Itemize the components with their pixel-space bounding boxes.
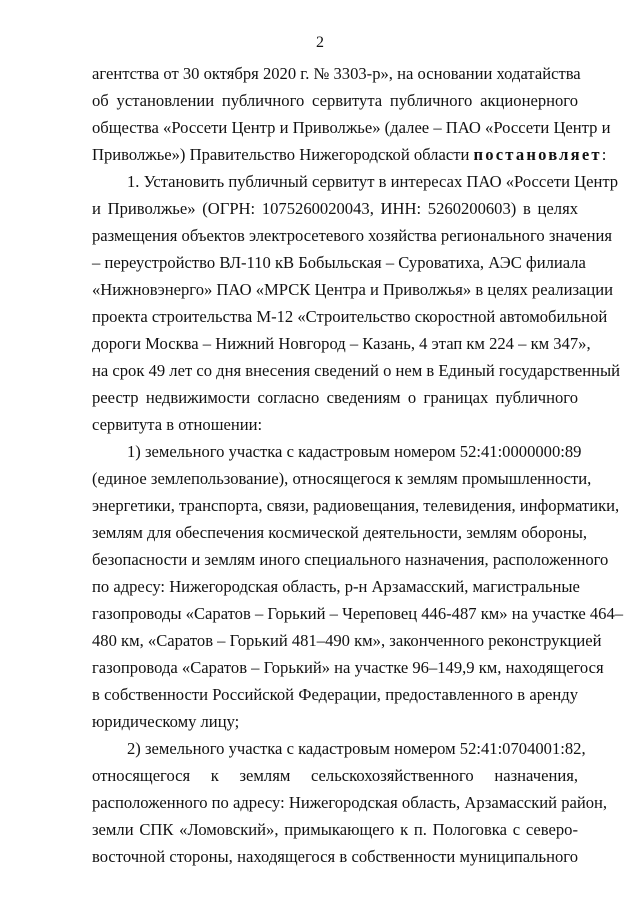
text-line: и Приволжье» (ОГРН: 1075260020043, ИНН: 5260200603) в целях xyxy=(92,199,578,218)
page-number: 2 xyxy=(316,34,324,51)
text-line: «Нижновэнерго» ПАО «МРСК Центра и Приволжья» в целях реализации xyxy=(92,280,614,299)
text-line: сервитута в отношении: xyxy=(92,415,263,434)
text-line: газопроводы «Саратов – Горький – Череповец 446-487 км» на участке 464– xyxy=(92,604,624,623)
text-line: размещения объектов электросетевого хозяйства регионального значения xyxy=(92,226,613,245)
text-line: относящегося к землям сельскохозяйственного назначения, xyxy=(92,766,578,785)
text-line: расположенного по адресу: Нижегородская область, Арзамасский район, xyxy=(92,793,608,812)
text-line: Приволжье») Правительство Нижегородской области xyxy=(92,145,470,164)
text-line: юридическому лицу; xyxy=(92,712,240,731)
text-line: на срок 49 лет со дня внесения сведений о нем в Единый государственный xyxy=(92,361,621,380)
text-line: в собственности Российской Федерации, предоставленного в аренду xyxy=(92,685,578,704)
text-line: – переустройство ВЛ-110 кВ Бобыльская – Суроватиха, АЭС филиала xyxy=(92,253,586,272)
text-line: газопровода «Саратов – Горький» на участке 96–149,9 км, находящегося xyxy=(92,658,604,677)
item-1-start: 1) земельного участка с кадастровым номером 52:41:0000000:89 xyxy=(127,442,582,461)
text-line: 480 км, «Саратов – Горький 481–490 км», законченного реконструкцией xyxy=(92,631,602,650)
text-line: землям для обеспечения космической деятельности, землям обороны, xyxy=(92,523,588,542)
text-line: восточной стороны, находящегося в собственности муниципального xyxy=(92,847,578,866)
item-2-start: 2) земельного участка с кадастровым номером 52:41:0704001:82, xyxy=(127,739,586,758)
text-line: проекта строительства М-12 «Строительство скоростной автомобильной xyxy=(92,307,608,326)
text-line: безопасности и землям иного специального назначения, расположенного xyxy=(92,550,609,569)
text-line: об установлении публичного сервитута публичного акционерного xyxy=(92,91,578,110)
text-line: общества «Россети Центр и Приволжье» (далее – ПАО «Россети Центр и xyxy=(92,118,611,137)
text-line: агентства от 30 октября 2020 г. № 3303-р», на основании ходатайства xyxy=(92,64,581,83)
decree-word: постановляет xyxy=(473,145,602,164)
paragraph-1-start: 1. Установить публичный сервитут в интересах ПАО «Россети Центр xyxy=(127,172,619,191)
text-line: по адресу: Нижегородская область, р-н Арзамасский, магистральные xyxy=(92,577,580,596)
text-line: энергетики, транспорта, связи, радиовещания, телевидения, информатики, xyxy=(92,496,620,515)
text-line: дороги Москва – Нижний Новгород – Казань, 4 этап км 224 – км 347», xyxy=(92,334,591,353)
decree-suffix: : xyxy=(601,145,607,164)
text-line: (единое землепользование), относящегося к землям промышленности, xyxy=(92,469,592,488)
text-line: земли СПК «Ломовский», примыкающего к п. Пологовка с северо- xyxy=(92,820,578,839)
text-line-decree xyxy=(92,141,607,168)
text-line: реестр недвижимости согласно сведениям о границах публичного xyxy=(92,388,578,407)
